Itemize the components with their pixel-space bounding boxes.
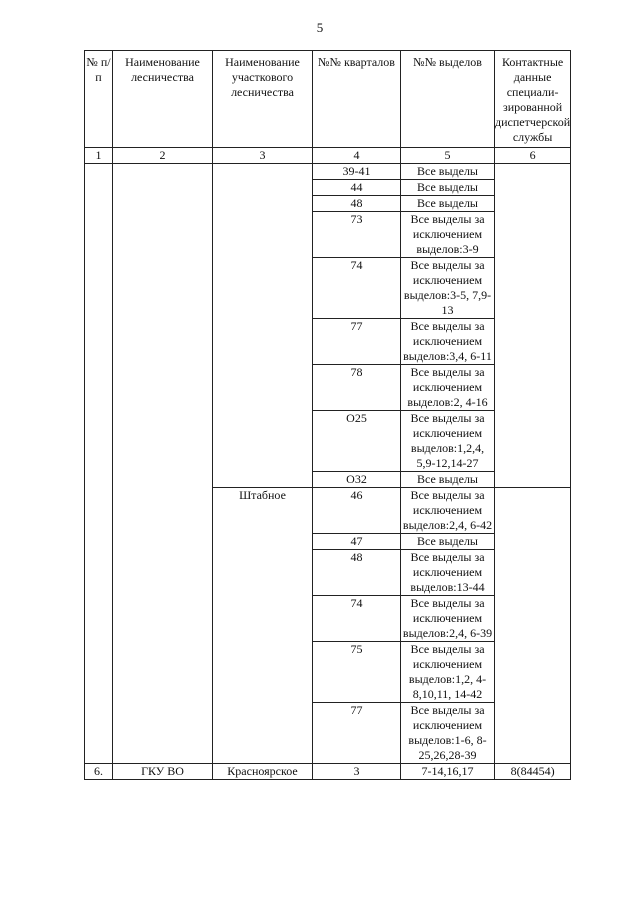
column-number: 1 bbox=[85, 148, 113, 164]
vydely-cell: Все выделы bbox=[401, 472, 495, 488]
vydely-cell: Все выделы за исключением выделов:2, 4-16 bbox=[401, 365, 495, 411]
header-num: № п/п bbox=[85, 51, 113, 148]
kvartal-cell: 46 bbox=[313, 488, 401, 534]
uchastok-cell: Красноярское bbox=[213, 764, 313, 780]
kvartal-cell: 77 bbox=[313, 319, 401, 365]
kvartal-cell: 39-41 bbox=[313, 164, 401, 180]
kvartal-cell: О32 bbox=[313, 472, 401, 488]
vydely-cell: Все выделы за исключением выделов:13-44 bbox=[401, 550, 495, 596]
kvartal-cell: 74 bbox=[313, 596, 401, 642]
vydely-cell: Все выделы за исключением выделов:1,2, 4-8,10,11, 14-42 bbox=[401, 642, 495, 703]
contact-cell bbox=[495, 164, 571, 488]
vydely-cell: Все выделы за исключением выделов:2,4, 6-39 bbox=[401, 596, 495, 642]
row-number: 6. bbox=[85, 764, 113, 780]
column-number: 3 bbox=[213, 148, 313, 164]
contact-cell: 8(84454) bbox=[495, 764, 571, 780]
column-number: 4 bbox=[313, 148, 401, 164]
vydely-cell: Все выделы за исключением выделов:3-5, 7,9-13 bbox=[401, 258, 495, 319]
vydely-cell: Все выделы bbox=[401, 180, 495, 196]
contact-cell bbox=[495, 488, 571, 764]
uchastok-cell: Штабное bbox=[213, 488, 313, 764]
uchastok-cell bbox=[213, 164, 313, 488]
kvartal-cell: 73 bbox=[313, 212, 401, 258]
header-contacts: Контактные данные специали-зированной диспетчерской службы bbox=[495, 51, 571, 148]
kvartal-cell: 78 bbox=[313, 365, 401, 411]
vydely-cell: 7-14,16,17 bbox=[401, 764, 495, 780]
column-number: 6 bbox=[495, 148, 571, 164]
page-number: 5 bbox=[316, 20, 324, 35]
kvartal-cell: 48 bbox=[313, 196, 401, 212]
kvartal-cell: О25 bbox=[313, 411, 401, 472]
empty-num-cell bbox=[85, 164, 113, 764]
vydely-cell: Все выделы за исключением выделов:3,4, 6-11 bbox=[401, 319, 495, 365]
vydely-cell: Все выделы bbox=[401, 164, 495, 180]
vydely-cell: Все выделы за исключением выделов:1,2,4, 5,9-12,14-27 bbox=[401, 411, 495, 472]
vydely-cell: Все выделы bbox=[401, 196, 495, 212]
header-uchastok: Наименование участкового лесничества bbox=[213, 51, 313, 148]
header-vydely: №№ выделов bbox=[401, 51, 495, 148]
kvartal-cell: 77 bbox=[313, 703, 401, 764]
kvartal-cell: 74 bbox=[313, 258, 401, 319]
kvartal-cell: 47 bbox=[313, 534, 401, 550]
table-header-row bbox=[85, 51, 571, 148]
kvartal-cell: 48 bbox=[313, 550, 401, 596]
kvartal-cell: 75 bbox=[313, 642, 401, 703]
table-row bbox=[85, 764, 571, 780]
column-number: 5 bbox=[401, 148, 495, 164]
empty-lesnichestvo-cell bbox=[113, 164, 213, 764]
vydely-cell: Все выделы за исключением выделов:3-9 bbox=[401, 212, 495, 258]
lesnichestvo-cell: ГКУ ВО bbox=[113, 764, 213, 780]
column-number: 2 bbox=[113, 148, 213, 164]
vydely-cell: Все выделы за исключением выделов:1-6, 8-25,26,28-39 bbox=[401, 703, 495, 764]
column-number-row bbox=[85, 148, 571, 164]
vydely-cell: Все выделы bbox=[401, 534, 495, 550]
vydely-cell: Все выделы за исключением выделов:2,4, 6-42 bbox=[401, 488, 495, 534]
header-kvartaly: №№ кварталов bbox=[313, 51, 401, 148]
kvartal-cell: 3 bbox=[313, 764, 401, 780]
header-lesnichestvo: Наименование лесничества bbox=[113, 51, 213, 148]
forestry-table bbox=[84, 50, 571, 780]
kvartal-cell: 44 bbox=[313, 180, 401, 196]
table-row bbox=[85, 164, 571, 180]
